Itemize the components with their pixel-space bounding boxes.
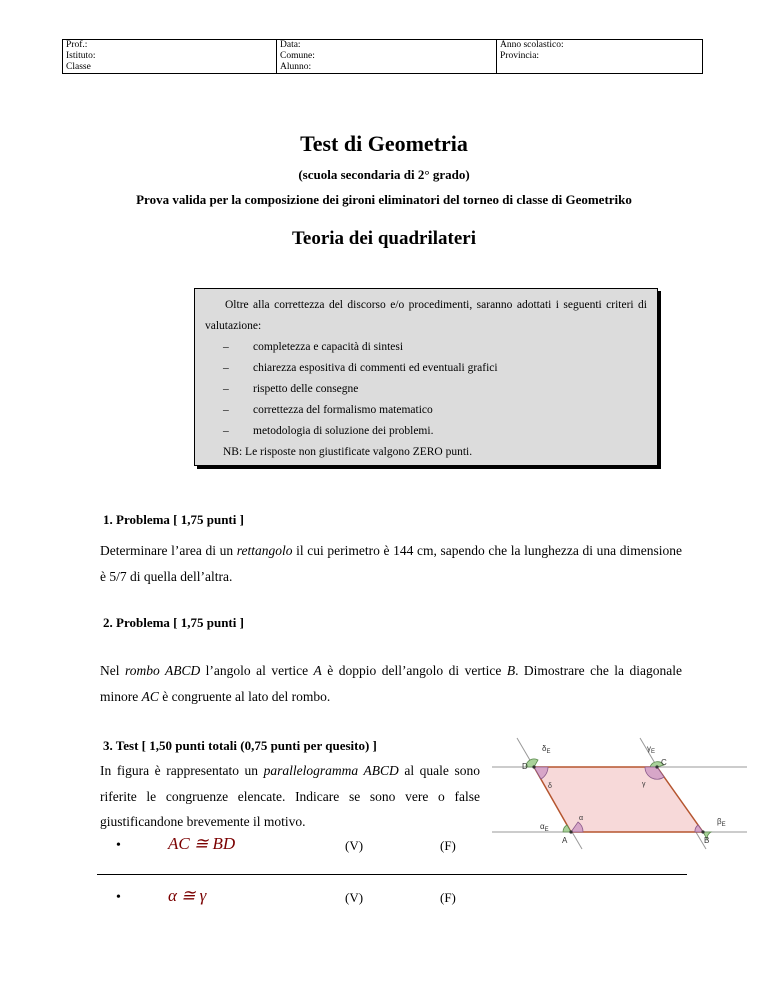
- problem-3-text-a: In figura è rappresentato un: [100, 763, 264, 778]
- header-cell-comune: Comune:: [277, 51, 497, 62]
- quiz-1-true-option[interactable]: (V): [345, 838, 364, 853]
- vertex-a-label: A: [562, 836, 568, 845]
- vertex-c-point: [655, 765, 658, 768]
- criteria-box: [194, 288, 658, 466]
- header-cell-data: Data:: [277, 40, 497, 52]
- quiz-1-false-option[interactable]: (F): [440, 838, 456, 853]
- criteria-item: [205, 358, 647, 379]
- vertex-a-point: [569, 830, 572, 833]
- quiz-2-formula: α ≅ γ: [168, 886, 207, 905]
- problem-1-text-em: rettangolo: [236, 543, 293, 558]
- criteria-item: [205, 400, 647, 421]
- criteria-list: [205, 337, 647, 442]
- header-cell-provincia: Provincia:: [497, 51, 703, 62]
- criteria-item: [205, 421, 647, 442]
- quiz-2-false-option[interactable]: (F): [440, 890, 456, 905]
- header-cell-classe: Classe: [63, 62, 277, 74]
- problem-2-text-1: Nel: [100, 663, 125, 678]
- dash-marker: –: [223, 404, 229, 416]
- dash-marker: –: [223, 425, 229, 437]
- page-subtitle: (scuola secondaria di 2° grado): [298, 167, 470, 182]
- criteria-item-label: correttezza del formalismo matematico: [253, 404, 433, 416]
- problem-2-text-3: è doppio dell’angolo di vertice: [321, 663, 507, 678]
- quiz-2-bullet: •: [116, 890, 121, 905]
- problem-3-text-em: parallelogramma ABCD: [263, 763, 399, 778]
- header-cell-istituto: Istituto:: [63, 51, 277, 62]
- gamma-label: γ: [642, 781, 646, 788]
- header-table: [62, 39, 703, 74]
- dash-marker: –: [223, 383, 229, 395]
- problem-2-text: [100, 658, 682, 710]
- header-cell-prof: Prof.:: [63, 40, 277, 52]
- header-cell-empty: [497, 62, 703, 74]
- problem-2-text-4: . Dimostrare che la diagonale minore: [100, 663, 682, 704]
- problem-3-text-b: al quale sono riferite le congruenze elencate. Indicare se sono vere o false giustificandone brevemente il motivo.: [100, 763, 480, 829]
- alpha-e-label: $\alpha_E$: [540, 822, 549, 833]
- vertex-c-label: C: [661, 758, 667, 767]
- vertex-b-label: B: [704, 836, 710, 845]
- page-description: Prova valida per la composizione dei gironi eliminatori del torneo di classe di Geometriko: [136, 192, 632, 207]
- criteria-item: [205, 379, 647, 400]
- vertex-b-point: [701, 830, 704, 833]
- problem-2-em-4: AC: [141, 689, 159, 704]
- problem-3-heading: 3. Test [ 1,50 punti totali (0,75 punti per quesito) ]: [103, 738, 377, 753]
- problem-1-text: [100, 538, 682, 590]
- header-cell-alunno: Alunno:: [277, 62, 497, 74]
- dash-marker: –: [223, 362, 229, 374]
- problem-2-em-1: rombo ABCD: [124, 663, 201, 678]
- problem-1-text-a: Determinare l’area di un: [100, 543, 237, 558]
- gamma-e-label: $\gamma_E$: [647, 744, 656, 755]
- criteria-item-label: rispetto delle consegne: [253, 383, 359, 395]
- alpha-label: α: [579, 815, 584, 822]
- criteria-item-label: chiarezza espositiva di commenti ed eventuali grafici: [253, 362, 498, 374]
- dash-marker: –: [223, 341, 229, 353]
- parallelogram-figure: [492, 736, 747, 851]
- problem-2-heading: 2. Problema [ 1,75 punti ]: [103, 615, 244, 630]
- problem-1-text-b: il cui perimetro è 144 cm, sapendo che la lunghezza di una dimensione è 5/7 di quella dell’altra.: [100, 543, 682, 584]
- quiz-1-bullet: •: [116, 838, 121, 853]
- criteria-item-label: completezza e capacità di sintesi: [253, 341, 404, 353]
- problem-2-em-2: A: [313, 663, 322, 678]
- vertex-d-point: [532, 765, 535, 768]
- problem-1-heading: 1. Problema [ 1,75 punti ]: [103, 512, 244, 527]
- vertex-d-label: D: [522, 762, 528, 771]
- topic-title: Teoria dei quadrilateri: [291, 228, 477, 249]
- delta-e-label: $\delta_E$: [542, 744, 551, 755]
- criteria-item-label: metodologia di soluzione dei problemi.: [253, 425, 434, 437]
- answer-line[interactable]: [97, 874, 687, 875]
- problem-2-text-5: è congruente al lato del rombo.: [158, 689, 331, 704]
- beta-e-label: $\beta_E$: [717, 817, 726, 828]
- criteria-item: [205, 337, 647, 358]
- delta-e-angle-arc: [526, 759, 538, 767]
- quiz-2-true-option[interactable]: (V): [345, 890, 364, 905]
- header-cell-anno: Anno scolastico:: [497, 40, 703, 52]
- problem-2-em-3: B: [506, 663, 516, 678]
- problem-3-text: [100, 758, 480, 835]
- page-title: Test di Geometria: [300, 131, 468, 156]
- criteria-intro: Oltre alla correttezza del discorso e/o procedimenti, saranno adottati i seguenti criteri di valutazione:: [205, 299, 647, 332]
- delta-label: δ: [548, 783, 552, 790]
- problem-2-text-2: l’angolo al vertice: [200, 663, 314, 678]
- criteria-note: NB: Le risposte non giustificate valgono ZERO punti.: [223, 446, 473, 458]
- parallelogram-shape: [534, 767, 703, 832]
- quiz-1-formula: AC ≅ BD: [168, 834, 236, 853]
